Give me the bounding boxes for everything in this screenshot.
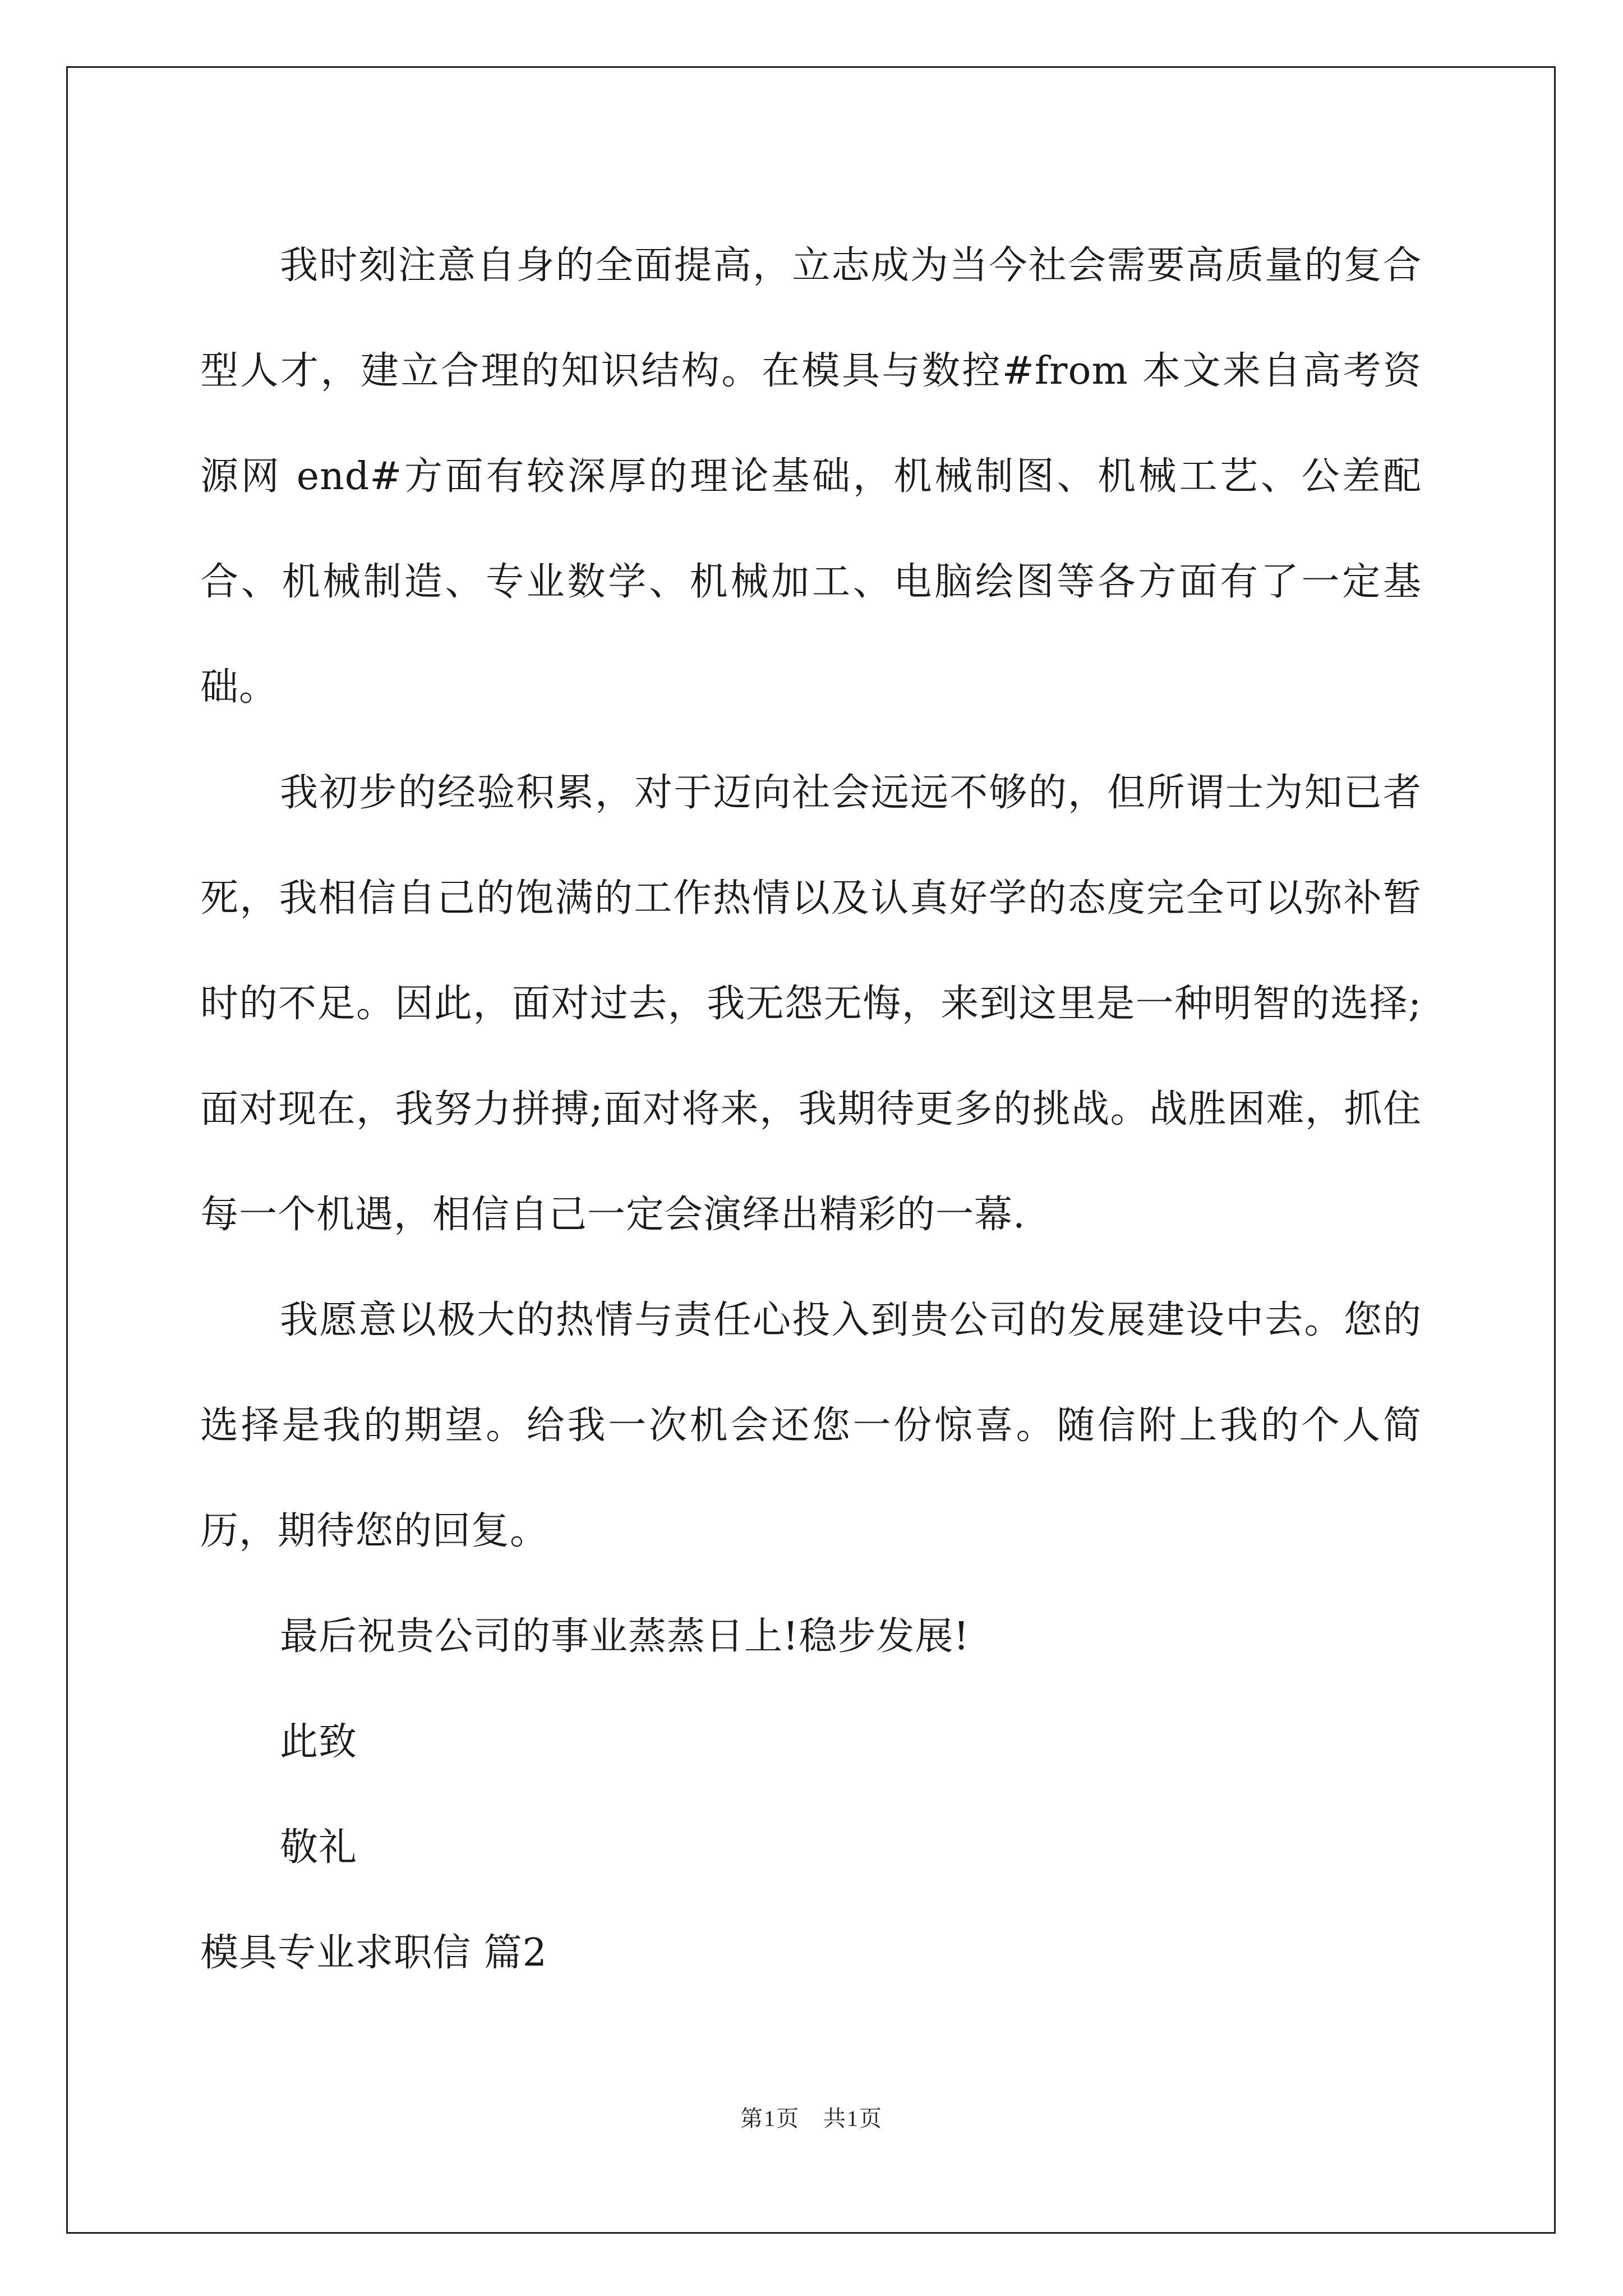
closing-wish: 最后祝贵公司的事业蒸蒸日上!稳步发展! xyxy=(280,1614,970,1659)
salutation-jingli: 敬礼 xyxy=(280,1825,358,1870)
salutation-cizhi: 此致 xyxy=(280,1720,358,1764)
letter-body xyxy=(200,213,1422,2006)
paragraph-commitment: 我愿意以极大的热情与责任心投入到贵公司的发展建设中去。您的选择是我的期望。给我一次机会还您一份惊喜。随信附上我的个人简历，期待您的回复。 xyxy=(200,1298,1422,1553)
page-number: 第1页 共1页 xyxy=(740,2106,883,2131)
paragraph-experience: 我初步的经验积累，对于迈向社会远远不够的，但所谓士为知已者死，我相信自己的饱满的工作热情以及认真好学的态度完全可以弥补暂时的不足。因此，面对过去，我无怨无悔，来到这里是一种明智的选择;面对现在，我努力拼搏;面对将来，我期待更多的挑战。战胜困难，抓住每一个机遇，相信自己一定会演绎出精彩的一幕. xyxy=(200,771,1422,1237)
paragraph-education: 我时刻注意自身的全面提高，立志成为当今社会需要高质量的复合型人才，建立合理的知识结构。在模具与数控#from 本文来自高考资源网 end#方面有较深厚的理论基础，机械制图、机械工艺、公差配合、机械制造、专业数学、机械加工、电脑绘图等各方面有了一定基础。 xyxy=(200,243,1422,710)
section-heading: 模具专业求职信 篇2 xyxy=(200,1931,547,1975)
